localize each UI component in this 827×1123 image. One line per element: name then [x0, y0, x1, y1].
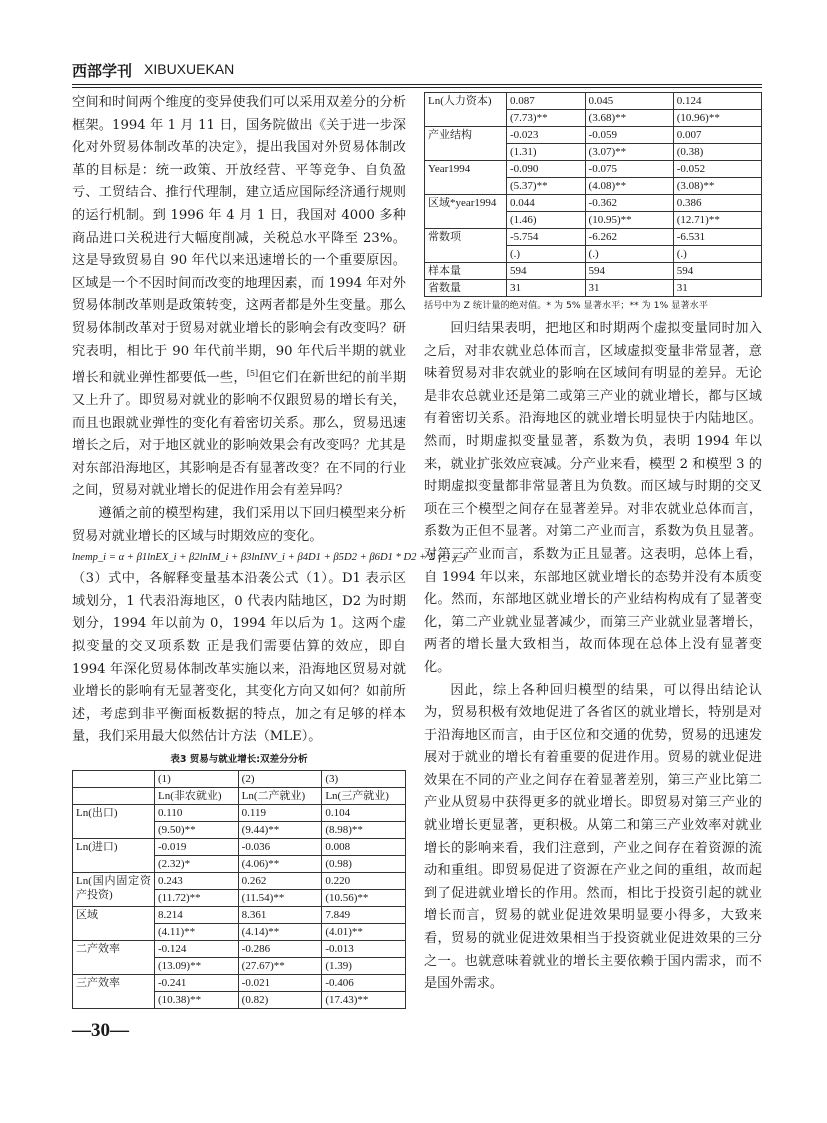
paragraph — [72, 92, 406, 503]
variable-name: 二产效率 — [73, 941, 155, 975]
coefficient-cell: -0.362 — [585, 195, 673, 212]
table-row — [425, 127, 762, 144]
coefficient-cell: -0.023 — [507, 127, 586, 144]
variable-name: 样本量 — [425, 263, 507, 280]
regression-formula: lnemp_i = α + β1lnEX_i + β2lnIM_i + β3lnINV_i + β4D1 + β5D2 + β6D1 * D2 + Σ γ_i χ_i — [72, 552, 466, 564]
sample-size-cell: 594 — [507, 263, 586, 280]
z-stat-cell: (11.54)** — [238, 890, 322, 907]
variable-name: 常数项 — [425, 229, 507, 263]
coefficient-cell: 0.243 — [155, 873, 239, 890]
z-stat-cell: (4.01)** — [322, 924, 406, 941]
coefficient-cell: -0.241 — [155, 975, 239, 992]
coefficient-cell: 0.008 — [322, 839, 406, 856]
variable-name: Ln(出口) — [73, 805, 155, 839]
z-stat-cell: (1.39) — [322, 958, 406, 975]
table-header-cell: Ln(二产就业) — [238, 788, 322, 805]
table-caption: 表3 贸易与就业增长:双差分分析 — [170, 754, 308, 766]
header-rule — [72, 84, 762, 85]
z-stat-cell: (0.82) — [238, 992, 322, 1009]
coefficient-cell: -6.262 — [585, 229, 673, 246]
coefficient-cell: 0.044 — [507, 195, 586, 212]
z-stat-cell: (10.96)** — [673, 110, 761, 127]
coefficient-cell: 0.119 — [238, 805, 322, 822]
table-row — [73, 805, 406, 822]
z-stat-cell: (3.07)** — [585, 144, 673, 161]
table-row — [73, 839, 406, 856]
journal-title: 西部学刊 — [72, 62, 133, 80]
z-stat-cell: (27.67)** — [238, 958, 322, 975]
coefficient-cell: 0.045 — [585, 93, 673, 110]
coefficient-cell: 8.214 — [155, 907, 239, 924]
variable-name: 省数量 — [425, 280, 507, 297]
z-stat-cell: (0.38) — [673, 144, 761, 161]
z-stat-cell: (3.68)** — [585, 110, 673, 127]
variable-name: 三产效率 — [73, 975, 155, 1009]
variable-name: 区域 — [73, 907, 155, 941]
coefficient-cell: 0.087 — [507, 93, 586, 110]
z-stat-cell: (7.73)** — [507, 110, 586, 127]
z-stat-cell: (11.72)** — [155, 890, 239, 907]
paragraph: 因此，综上各种回归模型的结果，可以得出结论认为，贸易积极有效地促进了各省区的就业增长，特别是对于沿海地区而言，由于区位和交通的优势，贸易的迅速发展对于就业的增长有着重要的促进作用。贸易的就业促进效果在不同的产业之间存在着显著差别，第三产业比第二产业从贸易中获得更多的就业增长。即贸易对第三产业的就业增长更显著，更积极。从第二和第三产业效率对就业增长的影响来看，我们注意到，产业之间存在着资源的流动和重组。即贸易促进了资源在产业之间的重组，故而起到了促进就业增长的作用。然而，相比于投资引起的就业增长而言，贸易的就业促进效果明显要小得多，大致来看，贸易的就业促进效果相当于投资就业促进效果的三分之一。也就意味着就业的增长主要依赖于国内需求，而不是国外需求。 — [424, 682, 762, 992]
right-column — [424, 92, 762, 996]
province-count-cell: 31 — [673, 280, 761, 297]
coefficient-cell: 0.220 — [322, 873, 406, 890]
table-row — [425, 161, 762, 178]
z-stat-cell: (10.95)** — [585, 212, 673, 229]
z-stat-cell: (.) — [507, 246, 586, 263]
table-row — [425, 280, 762, 297]
z-stat-cell: (3.08)** — [673, 178, 761, 195]
paragraph-text: 空间和时间两个维度的变异使我们可以采用双差分的分析框架。1994 年 1 月 11 日，国务院做出《关于进一步深化对外贸易体制改革的决定》，提出我国对外贸易体制改革的目标是：统一政策、开放经营、平等竞争、自负盈亏、工贸结合、推行代理制，建立适应国际经济通行规则的运行机制。到 1996 年 4 月 1 日，我国对 4000 多种商品进口关税进行大幅度削减，关税总水平降至 23%。这是导致贸易自 90 年代以来迅速增长的一个重要原因。区域是一个不因时间而改变的地理因素，而 1994 年对外贸易体制改革则是政策转变，这两者都是外生变量。那么贸易体制改革对于贸易对就业增长的影响会有改变吗？研究表明，相比于 90 年代前半期，90 年代后半期的就业增长和就业弹性都要低一些， — [72, 95, 406, 386]
coefficient-cell: -0.013 — [322, 941, 406, 958]
z-stat-cell: (9.44)** — [238, 822, 322, 839]
coefficient-cell: -0.021 — [238, 975, 322, 992]
z-stat-cell: (.) — [585, 246, 673, 263]
regression-table-part1 — [72, 770, 406, 1009]
z-stat-cell: (12.71)** — [673, 212, 761, 229]
table-header-cell: (1) — [155, 771, 239, 788]
variable-name: 区域*year1994 — [425, 195, 507, 229]
variable-name: Ln(人力资本) — [425, 93, 507, 127]
table-row — [73, 941, 406, 958]
province-count-cell: 31 — [507, 280, 586, 297]
journal-pinyin: XIBUXUEKAN — [144, 61, 235, 77]
variable-name: Ln(国内固定资产投资) — [73, 873, 155, 907]
coefficient-cell: -0.124 — [155, 941, 239, 958]
sample-size-cell: 594 — [673, 263, 761, 280]
coefficient-cell: -0.286 — [238, 941, 322, 958]
table-row — [425, 229, 762, 246]
z-stat-cell: (5.37)** — [507, 178, 586, 195]
variable-name: 产业结构 — [425, 127, 507, 161]
coefficient-cell: 0.262 — [238, 873, 322, 890]
z-stat-cell: (.) — [673, 246, 761, 263]
z-stat-cell: (0.98) — [322, 856, 406, 873]
coefficient-cell: -0.059 — [585, 127, 673, 144]
coefficient-cell: 0.386 — [673, 195, 761, 212]
table-header-row — [73, 771, 406, 788]
table-row — [73, 907, 406, 924]
province-count-cell: 31 — [585, 280, 673, 297]
table-row — [425, 263, 762, 280]
table-header-cell: Ln(非农就业) — [155, 788, 239, 805]
coefficient-cell: -0.019 — [155, 839, 239, 856]
sample-size-cell: 594 — [585, 263, 673, 280]
z-stat-cell: (4.14)** — [238, 924, 322, 941]
coefficient-cell: 8.361 — [238, 907, 322, 924]
z-stat-cell: (4.08)** — [585, 178, 673, 195]
z-stat-cell: (2.32)* — [155, 856, 239, 873]
table-header-cell: (2) — [238, 771, 322, 788]
table-row — [425, 93, 762, 110]
variable-name: Year1994 — [425, 161, 507, 195]
page-header — [72, 60, 762, 82]
paragraph-text: 但它们在新世纪的前半期又上升了。即贸易对就业的影响不仅跟贸易的增长有关，而且也跟就业弹性的变化有着密切关系。那么，贸易迅速增长之后，对于地区就业的影响效果会有改变吗？尤其是对东部沿海地区，其影响是否有显著改变？在不同的行业之间，贸易对就业增长的促进作用会有差异吗？ — [72, 370, 407, 499]
coefficient-cell: 0.124 — [673, 93, 761, 110]
coefficient-cell: 7.849 — [322, 907, 406, 924]
coefficient-cell: -0.052 — [673, 161, 761, 178]
table-header-cell: Ln(三产就业) — [322, 788, 406, 805]
paragraph: 遵循之前的模型构建，我们采用以下回归模型来分析贸易对就业增长的区域与时期效应的变化。 — [72, 506, 406, 544]
z-stat-cell: (10.38)** — [155, 992, 239, 1009]
table-header-cell — [73, 788, 155, 805]
paragraph: （3）式中，各解释变量基本沿袭公式（1）。D1 表示区域划分，1 代表沿海地区，0 代表内陆地区，D2 为时期划分，1994 年以前为 0，1994 年以后为 1。这两个虚拟变量的交叉项系数 正是我们需要估算的效应，即自 1994 年深化贸易体制改革实施以来，沿海地区贸易对就业增长的影响有无显著变化，其变化方向又如何？如前所述，考虑到非平衡面板数据的特点，加之有足够的样本量，我们采用最大似然估计方法（MLE）。 — [72, 571, 406, 745]
table-row — [73, 873, 406, 890]
coefficient-cell: -0.406 — [322, 975, 406, 992]
header-rule-thin — [72, 87, 762, 88]
table-row — [73, 975, 406, 992]
coefficient-cell: -6.531 — [673, 229, 761, 246]
z-stat-cell: (10.56)** — [322, 890, 406, 907]
paragraph: 回归结果表明，把地区和时期两个虚拟变量同时加入之后，对非农就业总体而言，区域虚拟变量非常显著，意味着贸易对非农就业的影响在区域间有明显的差异。无论是非农总就业还是第二或第三产业的就业增长，都与区域有着密切关系。沿海地区的就业增长明显快于内陆地区。然而，时期虚拟变量显著，系数为负，表明 1994 年以来，就业扩张效应衰减。分产业来看，模型 2 和模型 3 的时期虚拟变量都非常显著且为负数。而区域与时期的交叉项在三个模型之间存在显著差异。对非农就业总体而言，系数为正但不显著。对第二产业而言，系数为负且显著。对第三产业而言，系数为正且显著。这表明，总体上看，自 1994 年以来，东部地区就业增长的态势并没有本质变化。然而，东部地区就业增长的产业结构构成有了显著变化，第二产业就业显著减少，而第三产业就业显著增长，两者的增长量大致相当，故而体现在总体上没有显著变化。 — [424, 321, 762, 675]
regression-table-part2 — [424, 92, 762, 297]
table-row — [425, 195, 762, 212]
citation: [5] — [246, 369, 259, 379]
coefficient-cell: 0.007 — [673, 127, 761, 144]
coefficient-cell: -0.075 — [585, 161, 673, 178]
z-stat-cell: (1.46) — [507, 212, 586, 229]
z-stat-cell: (4.11)** — [155, 924, 239, 941]
z-stat-cell: (13.09)** — [155, 958, 239, 975]
z-stat-cell: (1.31) — [507, 144, 586, 161]
coefficient-cell: -5.754 — [507, 229, 586, 246]
table-header-cell — [73, 771, 155, 788]
table-note: 括号中为 Z 统计量的绝对值。* 为 5% 显著水平；** 为 1% 显著水平 — [424, 300, 708, 311]
coefficient-cell: -0.090 — [507, 161, 586, 178]
z-stat-cell: (4.06)** — [238, 856, 322, 873]
table-header-cell: (3) — [322, 771, 406, 788]
z-stat-cell: (8.98)** — [322, 822, 406, 839]
z-stat-cell: (17.43)** — [322, 992, 406, 1009]
table-subheader-row — [73, 788, 406, 805]
z-stat-cell: (9.50)** — [155, 822, 239, 839]
coefficient-cell: -0.036 — [238, 839, 322, 856]
coefficient-cell: 0.104 — [322, 805, 406, 822]
page-number: —30— — [72, 1020, 129, 1041]
variable-name: Ln(进口) — [73, 839, 155, 873]
coefficient-cell: 0.110 — [155, 805, 239, 822]
